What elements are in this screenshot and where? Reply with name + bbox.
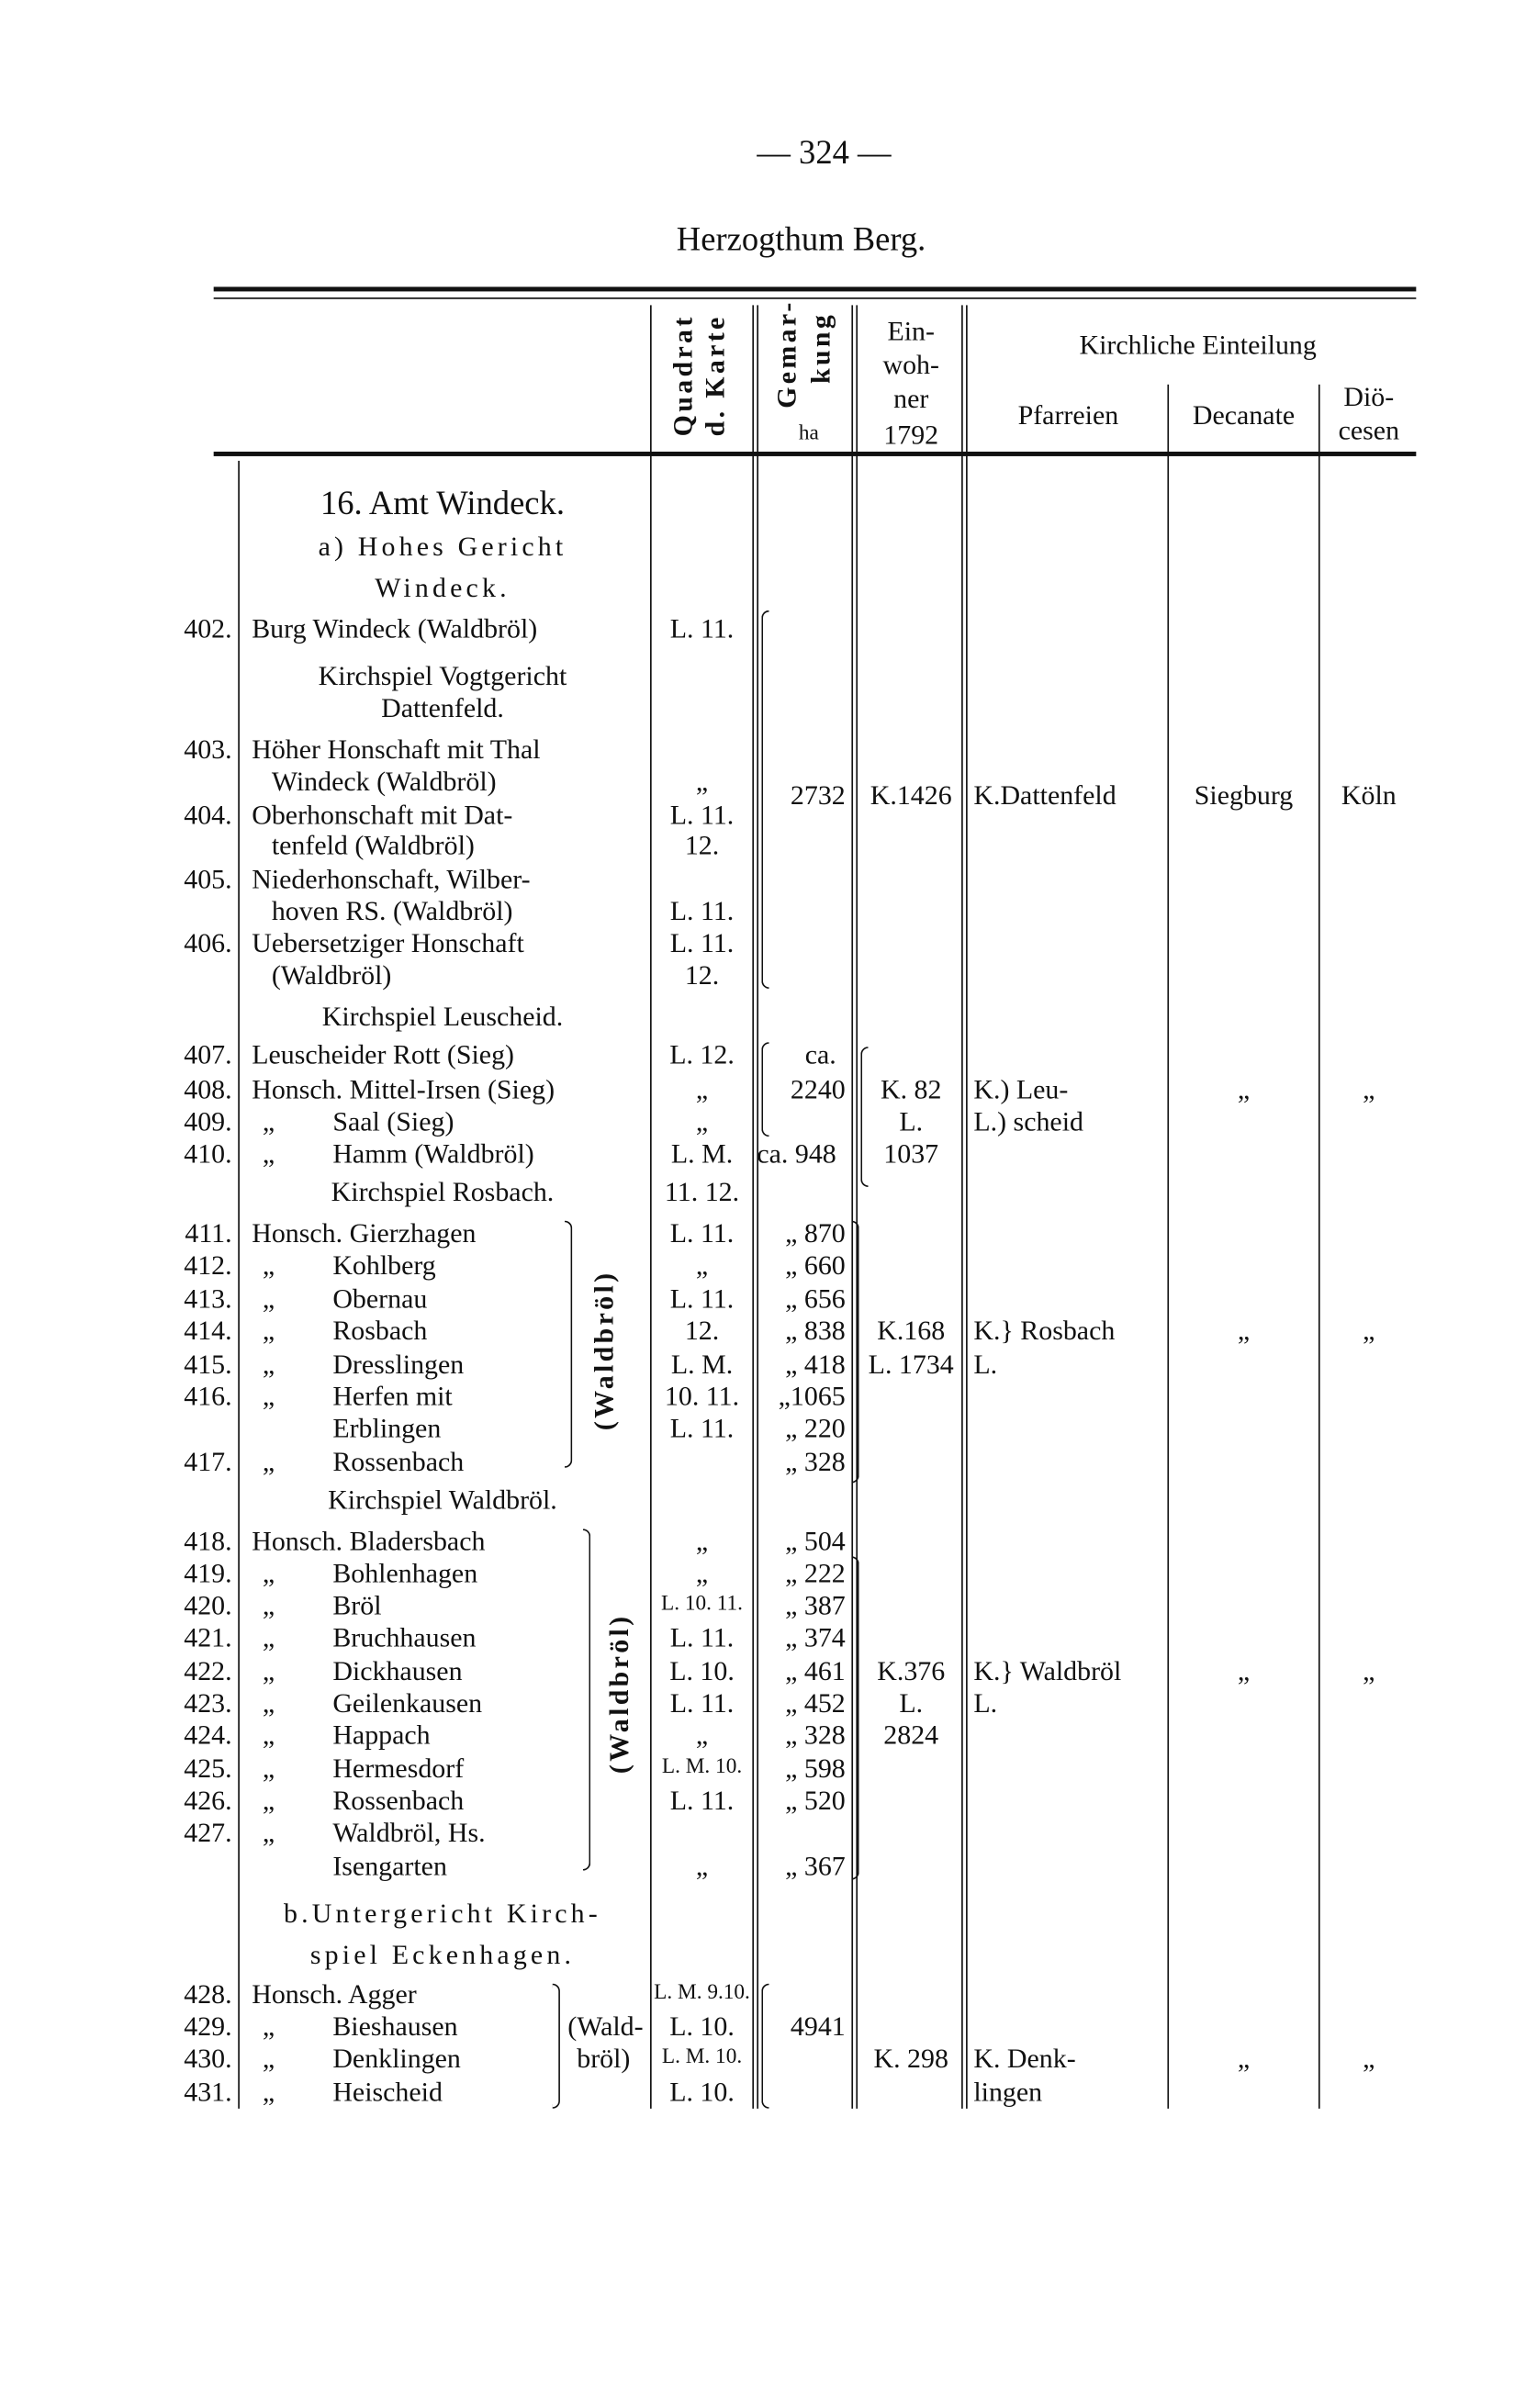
subheading: Kirchspiel Leuscheid. (321, 1001, 564, 1032)
quadrat-value: L. M. (670, 1349, 734, 1380)
subheading: Kirchspiel Waldbröl. (328, 1484, 557, 1516)
gemarkung-value: „ 328 (785, 1719, 846, 1751)
header-dioezesen-2: cesen (1338, 415, 1400, 446)
place-name: Oberhonschaft mit Dat- (252, 799, 513, 831)
column-divider (961, 305, 963, 2108)
row-number: 409. (184, 1105, 232, 1137)
gemarkung-value: „ 418 (785, 1349, 846, 1380)
pfarrei-value: K.) Leu- (973, 1074, 1069, 1105)
place-name: Höher Honschaft mit Thal (252, 734, 541, 765)
rule-top-thick (214, 286, 1417, 291)
place-name: Niederhonschaft, Wilber- (252, 863, 531, 894)
row-number: 420. (184, 1589, 232, 1621)
decanat-value: „ (1237, 1074, 1251, 1105)
quadrat-value: „ (695, 1719, 709, 1751)
ditto-mark: „ (262, 1785, 275, 1816)
place-name: Honsch. Mittel-Irsen (Sieg) (252, 1074, 555, 1105)
quadrat-value: 10. 11. (664, 1381, 740, 1412)
decanat-value: „ (1237, 1655, 1251, 1686)
quadrat-value: L. 11. (669, 1785, 735, 1816)
place-name-continued: Erblingen (332, 1413, 442, 1444)
ditto-mark: „ (262, 1349, 275, 1380)
quadrat-value: L. 10. (669, 2076, 735, 2108)
place-name: Dresslingen (332, 1349, 465, 1380)
subheading: a) Hohes Gericht (318, 531, 567, 562)
side-label-wald: (Wald- (567, 2010, 644, 2042)
header-einwohner: Ein- (887, 316, 935, 347)
ditto-mark: „ (262, 2043, 275, 2074)
subheading: Kirchspiel Vogtgericht (318, 660, 567, 691)
einwohner-value: L. (899, 1105, 924, 1137)
column-divider (1318, 385, 1320, 2109)
ditto-mark: „ (262, 1719, 275, 1751)
row-number: 403. (184, 734, 232, 765)
subheading: Dattenfeld. (381, 692, 504, 723)
ditto-mark: „ (262, 2076, 275, 2108)
einwohner-value: 1037 (883, 1137, 939, 1170)
ditto-mark: „ (262, 1753, 275, 1784)
place-name-continued: (Waldbröl) (271, 959, 392, 991)
subheading: Kirchspiel Rosbach. (331, 1176, 555, 1207)
gemarkung-value: „ 387 (785, 1589, 846, 1621)
gemarkung-value: „ 520 (785, 1785, 846, 1816)
place-name: Rossenbach (332, 1785, 465, 1816)
place-name-continued: hoven RS. (Waldbröl) (271, 895, 513, 926)
decanat-value: „ (1237, 1315, 1251, 1346)
ditto-mark: „ (262, 1315, 275, 1346)
place-name: Denklingen (332, 2043, 461, 2074)
place-name: Bruchhausen (332, 1621, 477, 1652)
row-number: 423. (184, 1687, 232, 1719)
place-name: Honsch. Bladersbach (252, 1526, 486, 1557)
gemarkung-value: „ 452 (785, 1687, 846, 1719)
ditto-mark: „ (262, 2010, 275, 2042)
row-number: 416. (184, 1381, 232, 1412)
place-name: Saal (Sieg) (332, 1105, 454, 1137)
quadrat-value: „ (695, 1526, 709, 1557)
header-einwohner-year: 1792 (883, 420, 939, 451)
subheading: spiel Eckenhagen. (309, 1939, 576, 1970)
gemarkung-value: „ 367 (785, 1851, 846, 1882)
einwohner-value: L. 1734 (868, 1349, 954, 1380)
place-name-continued: tenfeld (Waldbröl) (271, 830, 475, 861)
pfarrei-value: K.} Waldbröl (973, 1655, 1122, 1686)
gemarkung-value: „ 328 (785, 1446, 846, 1477)
quadrat-value: L. 11. (669, 1687, 735, 1719)
gemarkung-value: „ 374 (785, 1621, 846, 1652)
row-number: 429. (184, 2010, 232, 2042)
column-divider (966, 305, 968, 2108)
place-name: Bröl (332, 1589, 382, 1621)
column-divider (1167, 385, 1169, 2109)
brace (565, 1221, 572, 1468)
row-number: 408. (184, 1074, 232, 1105)
dioezese-value: „ (1363, 1074, 1375, 1105)
quadrat-value: L. M. (670, 1137, 734, 1170)
side-label-waldbroel: (Waldbröl) (588, 1270, 619, 1431)
gemarkung-value: „ 598 (785, 1753, 846, 1784)
decanat-value: Siegburg (1194, 779, 1294, 811)
quadrat-value: L. 11. (669, 1621, 735, 1652)
place-name: Rosbach (332, 1315, 428, 1346)
header-einwohner-2: woh- (882, 349, 939, 380)
quadrat-value: L. 11. (669, 1282, 735, 1314)
quadrat-value: L. 11. (669, 799, 735, 831)
brace (851, 1221, 858, 1484)
header-quadrat: Quadrat (668, 314, 699, 437)
brace (583, 1529, 590, 1870)
quadrat-value: 11. 12. (664, 1176, 740, 1207)
place-name: Waldbröl, Hs. (332, 1817, 486, 1848)
quadrat-value: L. M. 9.10. (654, 1981, 750, 2005)
einwohner-value: K.376 (877, 1655, 946, 1686)
quadrat-value: „ (695, 766, 709, 797)
header-kirchliche: Kirchliche Einteilung (1079, 329, 1317, 361)
row-number: 413. (184, 1282, 232, 1314)
place-name: Bohlenhagen (332, 1557, 478, 1589)
row-number: 430. (184, 2043, 232, 2074)
subheading: Windeck. (375, 572, 511, 603)
quadrat-value: 12. (684, 1315, 720, 1346)
row-number: 421. (184, 1621, 232, 1652)
place-name: Hermesdorf (332, 1753, 465, 1784)
pfarrei-value: L. (973, 1687, 998, 1719)
gemarkung-value: „ 870 (785, 1217, 846, 1249)
gemarkung-value: 2732 (790, 779, 846, 811)
dioezese-value: „ (1363, 1315, 1375, 1346)
einwohner-value: K. 298 (873, 2043, 948, 2074)
gemarkung-value: 2240 (790, 1074, 846, 1105)
gemarkung-value: „ 838 (785, 1315, 846, 1346)
gemarkung-value: „ 660 (785, 1249, 846, 1281)
row-number: 414. (184, 1315, 232, 1346)
place-name: Happach (332, 1719, 431, 1751)
header-gemarkung-unit: ha (798, 422, 819, 446)
place-name-continued: Isengarten (332, 1851, 447, 1882)
header-einwohner-3: ner (893, 383, 929, 414)
row-number: 410. (184, 1137, 232, 1170)
gemarkung-value: „ 461 (785, 1655, 846, 1686)
row-number: 407. (184, 1038, 232, 1070)
quadrat-value: L. 11. (669, 927, 735, 958)
quadrat-value: „ (695, 1249, 709, 1281)
ditto-mark: „ (262, 1589, 275, 1621)
brace (761, 610, 769, 989)
subheading: b.Untergericht Kirch- (284, 1898, 601, 1929)
gemarkung-value: „ 220 (785, 1413, 846, 1444)
quadrat-value: L. 11. (669, 1413, 735, 1444)
row-number: 411. (185, 1217, 232, 1249)
brace (761, 1042, 769, 1137)
einwohner-value: 2824 (883, 1719, 939, 1751)
row-number: 418. (184, 1526, 232, 1557)
rule-header-bottom (214, 452, 1417, 456)
pfarrei-value: lingen (973, 2076, 1043, 2108)
quadrat-value: L. M. 10. (661, 2045, 743, 2069)
quadrat-value: L. 12. (669, 1038, 735, 1070)
place-name: Dickhausen (332, 1655, 463, 1686)
row-number: 424. (184, 1719, 232, 1751)
gemarkung-value: „ 504 (785, 1526, 846, 1557)
row-number: 415. (184, 1349, 232, 1380)
side-label-broel: bröl) (577, 2043, 631, 2074)
ditto-mark: „ (262, 1621, 275, 1652)
gemarkung-value: ca. 948 (757, 1137, 836, 1170)
row-number: 417. (184, 1446, 232, 1477)
page-title: Herzogthum Berg. (676, 219, 926, 258)
place-name: Rossenbach (332, 1446, 465, 1477)
pfarrei-value: K. Denk- (973, 2043, 1076, 2074)
place-name: Herfen mit (332, 1381, 453, 1412)
ditto-mark: „ (262, 1817, 275, 1848)
column-divider (650, 305, 652, 2108)
row-number: 406. (184, 927, 232, 958)
ditto-mark: „ (262, 1557, 275, 1589)
brace (553, 1984, 560, 2109)
brace (851, 1556, 858, 1879)
quadrat-value: L. 11. (669, 1217, 735, 1249)
row-number: 404. (184, 799, 232, 831)
ditto-mark: „ (262, 1105, 275, 1137)
quadrat-value: 12. (684, 959, 720, 991)
dioezese-value: „ (1363, 2043, 1375, 2074)
gemarkung-value: ca. (804, 1038, 836, 1070)
header-quadrat-karte: d. Karte (700, 314, 731, 437)
einwohner-value: K.168 (877, 1315, 946, 1346)
header-dioezesen: Diö- (1343, 381, 1395, 412)
row-number: 412. (184, 1249, 232, 1281)
place-name-continued: Windeck (Waldbröl) (271, 766, 497, 797)
rule-top-thin (214, 297, 1417, 299)
row-number: 431. (184, 2076, 232, 2108)
place-name: Bieshausen (332, 2010, 458, 2042)
pfarrei-value: K.Dattenfeld (973, 779, 1116, 811)
place-name: Kohlberg (332, 1249, 436, 1281)
ditto-mark: „ (262, 1687, 275, 1719)
einwohner-value: K. 82 (880, 1074, 942, 1105)
section-heading: 16. Amt Windeck. (320, 483, 565, 522)
gemarkung-value: „1065 (778, 1381, 846, 1412)
quadrat-value: „ (695, 1074, 709, 1105)
quadrat-value: L. M. 10. (661, 1755, 743, 1779)
einwohner-value: K.1426 (870, 779, 952, 811)
place-name: Honsch. Gierzhagen (252, 1217, 477, 1249)
place-name: Leuscheider Rott (Sieg) (252, 1038, 515, 1070)
dioezese-value: „ (1363, 1655, 1375, 1686)
gemarkung-value: „ 656 (785, 1282, 846, 1314)
row-number: 405. (184, 863, 232, 894)
ditto-mark: „ (262, 1446, 275, 1477)
ditto-mark: „ (262, 1249, 275, 1281)
side-label-waldbroel: (Waldbröl) (603, 1613, 634, 1775)
dioezese-value: Köln (1341, 779, 1397, 811)
ditto-mark: „ (262, 1655, 275, 1686)
gemarkung-value: 4941 (790, 2010, 846, 2042)
place-name: Honsch. Agger (252, 1978, 417, 2010)
place-name: Obernau (332, 1282, 428, 1314)
quadrat-value: „ (695, 1557, 709, 1589)
place-name: Uebersetziger Honschaft (252, 927, 524, 958)
place-name: Heischeid (332, 2076, 443, 2108)
row-number: 422. (184, 1655, 232, 1686)
decanat-value: „ (1237, 2043, 1251, 2074)
gemarkung-value: „ 222 (785, 1557, 846, 1589)
quadrat-value: „ (695, 1851, 709, 1882)
header-gemarkung: Gemar- (771, 299, 802, 409)
place-name: Hamm (Waldbröl) (332, 1137, 534, 1170)
pfarrei-value: K.} Rosbach (973, 1315, 1116, 1346)
place-name: Geilenkausen (332, 1687, 483, 1719)
place-name: Burg Windeck (Waldbröl) (252, 613, 538, 644)
brace (860, 1047, 868, 1187)
brace (761, 1984, 769, 2109)
quadrat-value: „ (695, 1105, 709, 1137)
quadrat-value: 12. (684, 830, 720, 861)
row-number: 419. (184, 1557, 232, 1589)
row-number: 425. (184, 1753, 232, 1784)
quadrat-value: L. 10. (669, 2010, 735, 2042)
ditto-mark: „ (262, 1137, 275, 1170)
column-divider (238, 461, 240, 2109)
column-divider (752, 305, 754, 2108)
row-number: 402. (184, 613, 232, 644)
quadrat-value: L. 10. (669, 1655, 735, 1686)
header-decanate: Decanate (1192, 399, 1296, 431)
quadrat-value: L. 11. (669, 895, 735, 926)
ditto-mark: „ (262, 1282, 275, 1314)
page-number: — 324 — (757, 132, 892, 172)
row-number: 428. (184, 1978, 232, 2010)
pfarrei-value: L.) scheid (973, 1105, 1083, 1137)
row-number: 427. (184, 1817, 232, 1848)
ditto-mark: „ (262, 1381, 275, 1412)
column-divider (757, 305, 758, 2108)
row-number: 426. (184, 1785, 232, 1816)
header-pfarreien: Pfarreien (1017, 399, 1119, 431)
einwohner-value: L. (899, 1687, 924, 1719)
quadrat-value: L. 11. (669, 613, 735, 644)
quadrat-value: L. 10. 11. (661, 1593, 744, 1617)
pfarrei-value: L. (973, 1349, 998, 1380)
header-gemarkung-2: kung (804, 311, 836, 385)
